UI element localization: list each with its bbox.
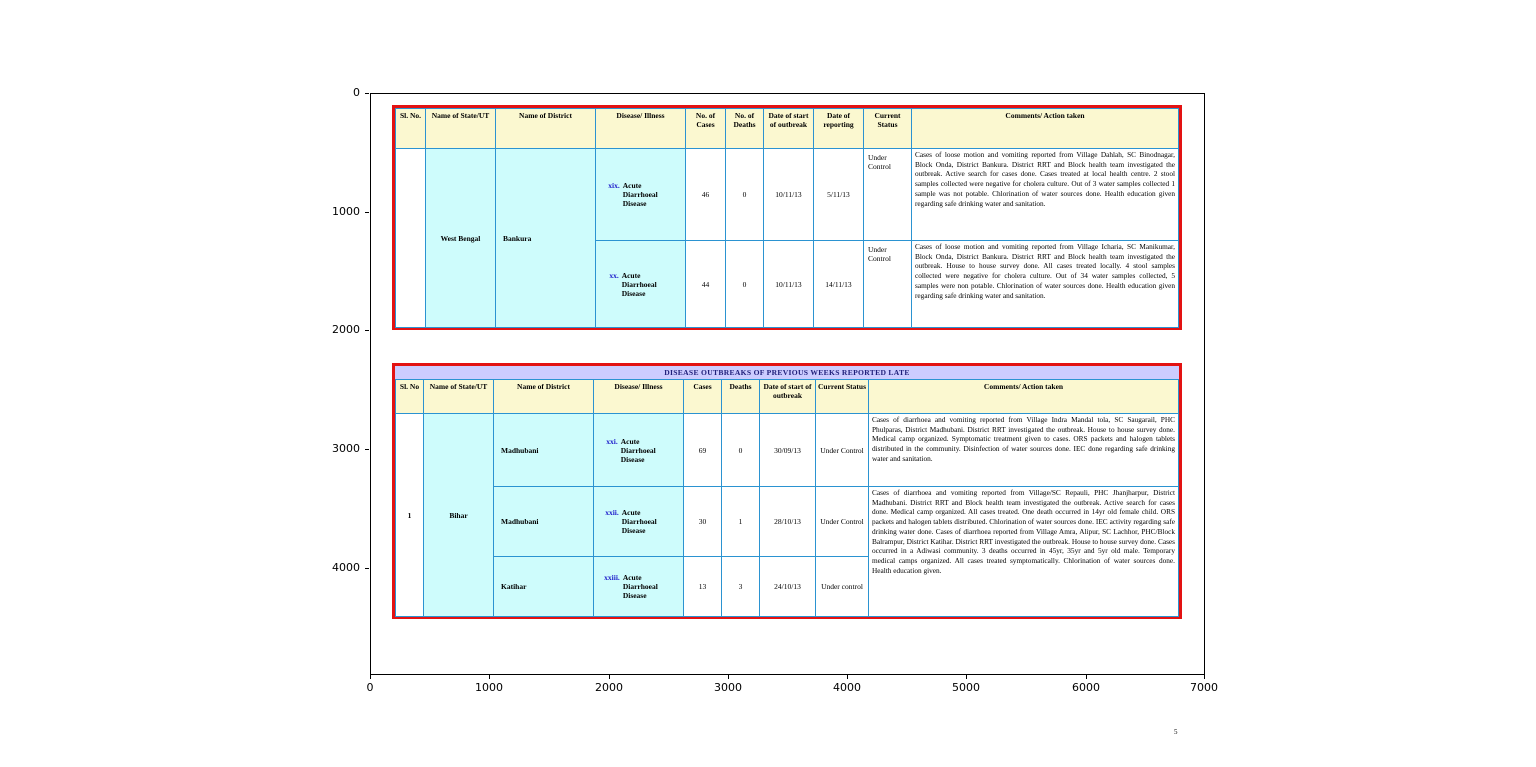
slno-cell [396,149,426,328]
status-cell: Under Control [816,487,869,557]
table-title: DISEASE OUTBREAKS OF PREVIOUS WEEKS REPORTED LATE [395,366,1179,379]
header-cell: Name of State/UT [426,109,496,149]
disease-cell [596,149,686,241]
header-cell: Name of District [496,109,596,149]
outbreak-table [395,108,1179,328]
start-date-cell: 30/09/13 [760,414,816,487]
disease-numeral: xxii. [605,508,619,517]
header-cell: Comments/ Action taken [912,109,1179,149]
comments-cell: Cases of loose motion and vomiting reported from Village Icharia, SC Manikumar, Block Onda, District Bankura. District RRT and Block health team investigated the outbreak. House to house survey done. All cases treated locally. 4 stool samples collected were negative for cholera culture. Out of 34 water samples collected, 5 samples were non potable. Chlorination of water sources done. Health education given regarding safe drinking water and sanitation. [912,241,1179,328]
y-axis-tick [365,93,369,94]
header-cell: Disease/ Illness [594,380,684,414]
disease-name: Acute Diarrhoeal Disease [622,181,658,208]
header-cell: Deaths [722,380,760,414]
header-cell: Cases [684,380,722,414]
x-axis-tick [1204,675,1205,679]
report-date-cell: 14/11/13 [814,241,864,328]
x-axis-tick-label: 7000 [1190,681,1218,694]
cases-cell: 69 [684,414,722,487]
district-cell: Madhubani [494,414,594,487]
x-axis-tick [966,675,967,679]
y-axis-tick-label: 0 [353,86,360,99]
header-cell: No. of Deaths [726,109,764,149]
table-header-row [396,380,1179,414]
deaths-cell: 0 [726,149,764,241]
header-cell: Sl. No. [396,109,426,149]
header-cell: Name of District [494,380,594,414]
page-number: 5 [1174,728,1178,736]
disease-cell [596,241,686,328]
disease-name: Acute Diarrhoeal Disease [620,436,656,464]
header-cell: Disease/ Illness [596,109,686,149]
state-cell: Bihar [424,414,494,617]
start-date-cell: 24/10/13 [760,557,816,617]
deaths-cell: 0 [722,414,760,487]
y-axis-tick [365,449,369,450]
disease-numeral: xxiii. [604,573,620,582]
header-cell: Current Status [816,380,869,414]
cases-cell: 46 [686,149,726,241]
x-axis-tick [489,675,490,679]
x-axis-tick-label: 0 [366,681,374,694]
y-axis-tick [365,212,369,213]
disease-numeral: xxi. [606,436,618,446]
status-cell: Under control [816,557,869,617]
x-axis-tick [609,675,610,679]
disease-name: Acute Diarrhoeal Disease [621,270,657,298]
header-cell: No. of Cases [686,109,726,149]
x-axis-tick-label: 4000 [833,681,861,694]
header-cell: Sl. No [396,380,424,414]
header-cell: Date of start of outbreak [764,109,814,149]
disease-cell [594,487,684,557]
x-axis-tick-label: 6000 [1072,681,1100,694]
slno-cell: 1 [396,414,424,617]
start-date-cell: 28/10/13 [760,487,816,557]
table-row [396,149,1179,241]
table-row [396,487,1179,557]
comments-cell [869,487,1179,617]
disease-cell [594,557,684,617]
cases-cell: 13 [684,557,722,617]
state-cell: West Bengal [426,149,496,328]
x-axis-tick [847,675,848,679]
district-cell: Katihar [494,557,594,617]
comments-paragraph: Cases of diarrhoea reported from Village Amra, Alipur, SC Lachhor, PHC/Block Balrampur, District Katihar. District RRT investigated the outbreak. House to house survey done. Cases occurred in a Adiwasi community. 3 deaths occurred in 45yr, 35yr and 5yr old male. Temporary medical camps organized. All cases treated symptomatically. Chlorination of water sources done. Health education given. [872,526,1176,575]
deaths-cell: 1 [722,487,760,557]
comments-cell: Cases of loose motion and vomiting reported from Village Dahlah, SC Binodnagar, Block Onda, District Bankura. District RRT and Block health team investigated the outbreak. Active search for cases done. Cases treated at local health centre. 2 stool samples collected were negative for cholera culture. Out of 3 water samples collected 1 sample was not potable. Chlorination of water sources done. Health education given regarding safe drinking water and sanitation. [912,149,1179,241]
x-axis-tick-label: 5000 [952,681,980,694]
x-axis-tick [1086,675,1087,679]
y-axis-tick-label: 1000 [332,205,360,218]
district-cell: Bankura [496,149,596,328]
header-cell: Current Status [864,109,912,149]
status-cell: Under Control [864,149,912,241]
disease-numeral: xix. [608,181,620,190]
table-header-row [396,109,1179,149]
deaths-cell: 0 [726,241,764,328]
y-axis-tick-label: 2000 [332,323,360,336]
y-axis-tick-label: 3000 [332,442,360,455]
start-date-cell: 10/11/13 [764,149,814,241]
status-cell: Under Control [816,414,869,487]
header-cell: Comments/ Action taken [869,380,1179,414]
disease-name: Acute Diarrhoeal Disease [621,508,657,535]
district-cell: Madhubani [494,487,594,557]
x-axis-tick [728,675,729,679]
start-date-cell: 10/11/13 [764,241,814,328]
header-cell: Date of start of outbreak [760,380,816,414]
status-cell: Under Control [864,241,912,328]
disease-cell [594,414,684,487]
comments-paragraph: Cases of diarrhoea and vomiting reported from Village/SC Repauli, PHC Jhanjharpur, District Madhubani. District RRT and Block health team investigated the outbreak. Active search for cases done. Medical camp organized. All cases treated. One death occurred in 14yr old female child. ORS packets and halogen tablets distributed. Chlorination of water sources done. IEC activity regarding safe drinking water done. [872,488,1175,536]
x-axis-tick-label: 2000 [595,681,623,694]
disease-name: Acute Diarrhoeal Disease [622,573,658,600]
cases-cell: 30 [684,487,722,557]
deaths-cell: 3 [722,557,760,617]
outbreak-table-current [392,105,1182,330]
y-axis-tick-label: 4000 [332,561,360,574]
table-row [396,414,1179,487]
y-axis-tick [365,330,369,331]
report-date-cell: 5/11/13 [814,149,864,241]
late-outbreak-table [395,379,1179,617]
comments-cell: Cases of diarrhoea and vomiting reported from Village Indra Mandal tola, SC Saugarail, PHC Phulparas, District Madhubani. District RRT investigated the outbreak. House to house survey done. Medical camp organized. Symptomatic treatment given to cases. ORS packets and halogen tablets distributed in the community. Disinfection of water sources done. IEC done regarding safe drinking water and sanitation. [869,414,1179,487]
cases-cell: 44 [686,241,726,328]
x-axis-tick-label: 3000 [714,681,742,694]
x-axis-tick [370,675,371,679]
header-cell: Name of State/UT [424,380,494,414]
header-cell: Date of reporting [814,109,864,149]
y-axis-tick [365,568,369,569]
x-axis-tick-label: 1000 [475,681,503,694]
disease-numeral: xx. [609,270,619,280]
outbreak-table-late [392,363,1182,619]
